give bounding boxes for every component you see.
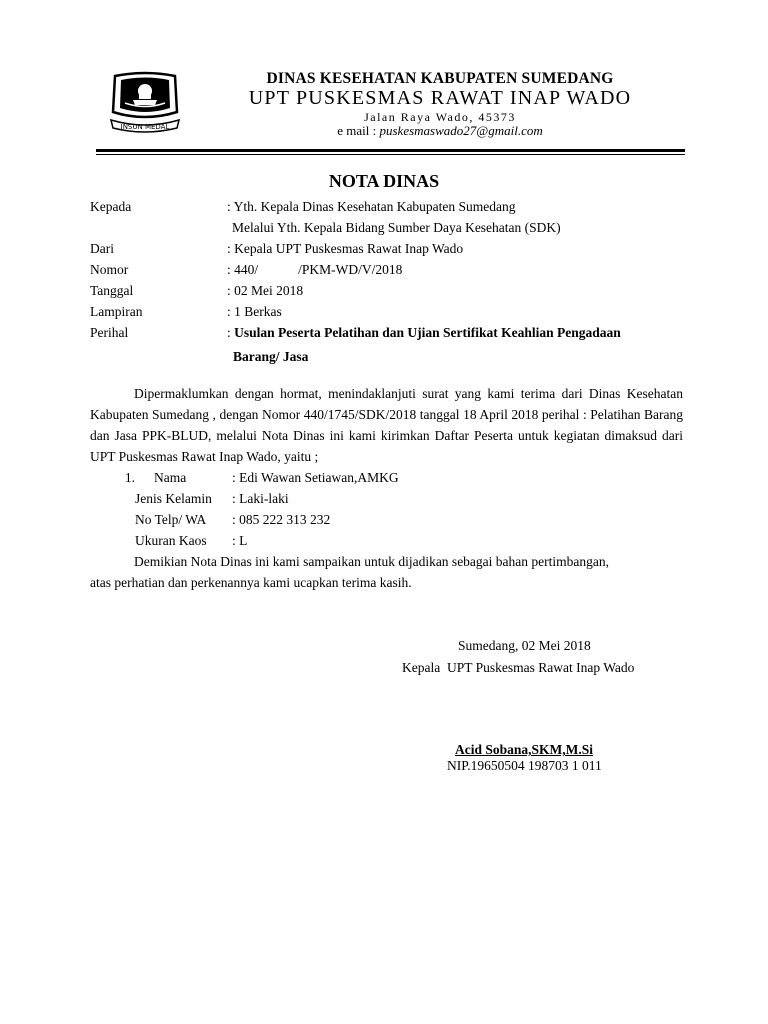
field-tanggal <box>90 280 700 301</box>
field-value <box>227 259 700 280</box>
document-title <box>0 171 768 192</box>
field-perihal-cont <box>90 346 700 367</box>
perihal-colon: : <box>227 325 235 340</box>
field-label-empty <box>90 217 227 238</box>
email-label: e mail : <box>337 123 380 138</box>
regency-emblem-logo <box>95 70 195 140</box>
signatory-nip: NIP.19650504 198703 1 011 <box>447 758 602 773</box>
participant-label: No Telp/ WA <box>135 512 207 527</box>
list-number-empty <box>90 530 135 551</box>
header-rule-thin <box>96 154 685 155</box>
field-nomor <box>90 259 700 280</box>
participant-list <box>90 467 683 551</box>
nomor-prefix: : 440/ <box>227 262 259 277</box>
participant-row <box>90 509 683 530</box>
agency-name: DINAS KESEHATAN KABUPATEN SUMEDANG <box>266 70 614 87</box>
perihal-text-cont: Barang/ Jasa <box>233 349 309 364</box>
header-rule-thick <box>96 149 685 152</box>
participant-label: Ukuran Kaos <box>135 533 207 548</box>
body-paragraph: Dipermaklumkan dengan hormat, menindaklanjuti surat yang kami terima dari Dinas Kesehatan Kabupaten Sumedang , dengan Nomor 440/1745/SDK/2018 tanggal 18 April 2018 perihal : Pelatihan Barang dan Jasa PPK-BLUD, melalui Nota Dinas ini kami kirimkan Daftar Peserta untuk kegiatan dimaksud dari UPT Puskesmas Rawat Inap Wado, yaitu ; <box>90 386 683 464</box>
logo-motto: INSUN MEDAL <box>120 123 170 131</box>
field-label: Lampiran <box>90 304 143 319</box>
email-line <box>230 123 650 139</box>
signature-position: Kepala UPT Puskesmas Rawat Inap Wado <box>402 660 635 675</box>
signature-place-date: Sumedang, 02 Mei 2018 <box>458 638 591 653</box>
nomor-suffix: /PKM-WD/V/2018 <box>298 262 403 277</box>
field-value: : 02 Mei 2018 <box>227 283 304 298</box>
memo-body <box>90 383 683 593</box>
list-number-empty <box>90 488 135 509</box>
field-perihal <box>90 322 700 343</box>
list-number: 1. <box>124 470 135 485</box>
participant-value: : Edi Wawan Setiawan,AMKG <box>232 470 399 485</box>
field-label-empty <box>90 346 227 367</box>
list-number-empty <box>90 509 135 530</box>
field-lampiran <box>90 301 700 322</box>
closing-line-1: Demikian Nota Dinas ini kami sampaikan untuk dijadikan sebagai bahan pertimbangan, <box>134 554 609 569</box>
participant-label: Nama <box>154 470 187 485</box>
memo-fields <box>90 196 700 367</box>
closing-line-2: atas perhatian dan perkenannya kami ucapkan terima kasih. <box>90 575 412 590</box>
participant-value: : L <box>232 533 248 548</box>
document-title-text: NOTA DINAS <box>328 171 440 191</box>
participant-row <box>90 530 683 551</box>
unit-name: UPT PUSKESMAS RAWAT INAP WADO <box>248 87 632 109</box>
field-dari <box>90 238 700 259</box>
field-label: Perihal <box>90 325 129 340</box>
address: Jalan Raya Wado, 45373 <box>364 110 516 124</box>
field-value: : 1 Berkas <box>227 304 282 319</box>
participant-label: Jenis Kelamin <box>135 491 212 506</box>
field-value: : Yth. Kepala Dinas Kesehatan Kabupaten Sumedang <box>227 199 516 214</box>
field-label: Tanggal <box>90 283 134 298</box>
field-value <box>227 322 700 343</box>
field-label: Nomor <box>90 262 129 277</box>
field-label: Kepada <box>90 199 132 214</box>
participant-value: : Laki-laki <box>232 491 289 506</box>
participant-row <box>90 467 683 488</box>
participant-value: : 085 222 313 232 <box>232 512 331 527</box>
field-value: Melalui Yth. Kepala Bidang Sumber Daya Kesehatan (SDK) <box>232 220 561 235</box>
field-kepada-cont <box>90 217 700 238</box>
field-kepada <box>90 196 700 217</box>
signatory-name: Acid Sobana,SKM,M.Si <box>455 742 594 757</box>
email-link[interactable]: puskesmaswado27@gmail.com <box>379 123 543 138</box>
perihal-text: Usulan Peserta Pelatihan dan Ujian Sertifikat Keahlian Pengadaan <box>234 325 621 340</box>
field-label: Dari <box>90 241 114 256</box>
field-value: : Kepala UPT Puskesmas Rawat Inap Wado <box>227 241 464 256</box>
participant-row <box>90 488 683 509</box>
